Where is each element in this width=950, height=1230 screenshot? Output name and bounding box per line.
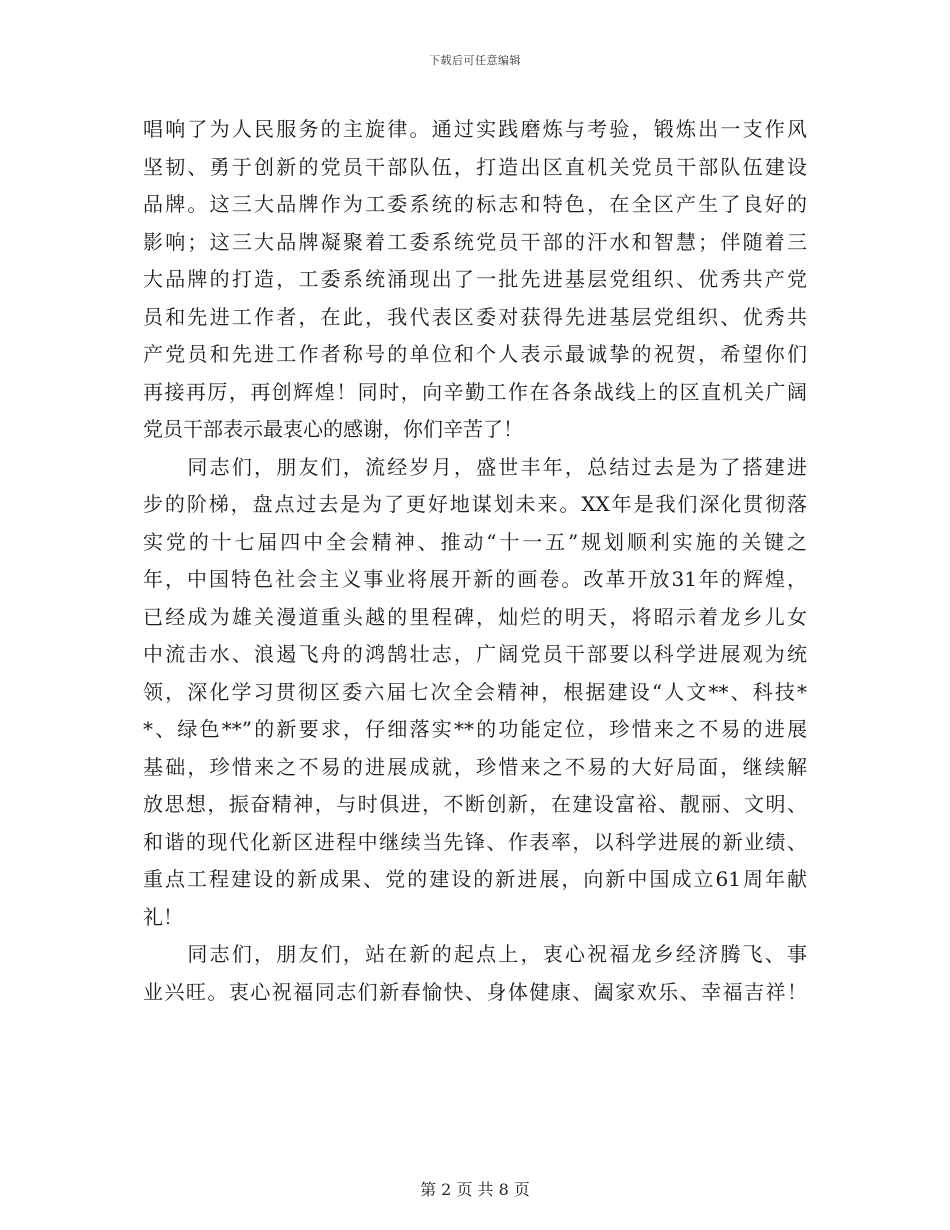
text-line: 党员干部表示最衷心的感谢，你们辛苦了！ xyxy=(143,417,523,441)
text-line: 放思想，振奋精神，与时俱进，不断创新，在建设富裕、靓丽、文明、 xyxy=(143,792,807,816)
text-line: 步的阶梯，盘点过去是为了更好地谋划未来。XX年是我们深化贯彻落 xyxy=(143,492,807,516)
text-line: 品牌。这三大品牌作为工委系统的标志和特色，在全区产生了良好的 xyxy=(143,192,807,216)
text-line: 重点工程建设的新成果、党的建设的新进展，向新中国成立61周年献 xyxy=(143,867,807,891)
paragraph-1 xyxy=(143,111,807,449)
download-note: 下载后可任意编辑 xyxy=(429,54,521,67)
text-line: 同志们，朋友们，流经岁月，盛世丰年，总结过去是为了搭建进 xyxy=(143,454,807,479)
text-line: 大品牌的打造，工委系统涌现出了一批先进基层党组织、优秀共产党 xyxy=(143,267,807,291)
text-line: *、绿色**”的新要求，仔细落实**的功能定位，珍惜来之不易的进展 xyxy=(143,717,807,741)
text-line: 业兴旺。衷心祝福同志们新春愉快、身体健康、阖家欢乐、幸福吉祥！ xyxy=(143,979,807,1004)
text-line: 同志们，朋友们，站在新的起点上，衷心祝福龙乡经济腾飞、事 xyxy=(143,942,807,966)
text-line: 礼！ xyxy=(143,904,183,929)
page-number: 第 2 页 共 8 页 xyxy=(420,1180,530,1199)
text-line: 实党的十七届四中全会精神、推动“十一五”规划顺利实施的关键之 xyxy=(143,529,807,554)
text-line: 已经成为雄关漫道重头越的里程碑，灿烂的明天，将昭示着龙乡儿女 xyxy=(143,604,807,629)
text-line: 坚韧、勇于创新的党员干部队伍，打造出区直机关党员干部队伍建设 xyxy=(143,154,807,179)
text-line: 基础，珍惜来之不易的进展成就，珍惜来之不易的大好局面，继续解 xyxy=(143,754,807,779)
text-line: 年，中国特色社会主义事业将展开新的画卷。改革开放31年的辉煌， xyxy=(143,567,807,591)
text-line: 产党员和先进工作者称号的单位和个人表示最诚挚的祝贺，希望你们 xyxy=(143,342,807,366)
paragraph-3 xyxy=(143,936,807,1011)
text-line: 领，深化学习贯彻区委六届七次全会精神，根据建设“人文**、科技* xyxy=(143,679,807,704)
text-line: 唱响了为人民服务的主旋律。通过实践磨炼与考验，锻炼出一支作风 xyxy=(143,117,807,141)
text-line: 和谐的现代化新区进程中继续当先锋、作表率，以科学进展的新业绩、 xyxy=(143,829,807,854)
text-line: 中流击水、浪遏飞舟的鸿鹄壮志，广阔党员干部要以科学进展观为统 xyxy=(143,642,807,666)
paragraph-2 xyxy=(143,449,807,937)
text-line: 再接再厉，再创辉煌！同时，向辛勤工作在各条战线上的区直机关广阔 xyxy=(143,379,807,404)
text-line: 员和先进工作者，在此，我代表区委对获得先进基层党组织、优秀共 xyxy=(143,304,807,329)
document-body xyxy=(143,111,807,1011)
text-line: 影响；这三大品牌凝聚着工委系统党员干部的汗水和智慧；伴随着三 xyxy=(143,229,807,254)
